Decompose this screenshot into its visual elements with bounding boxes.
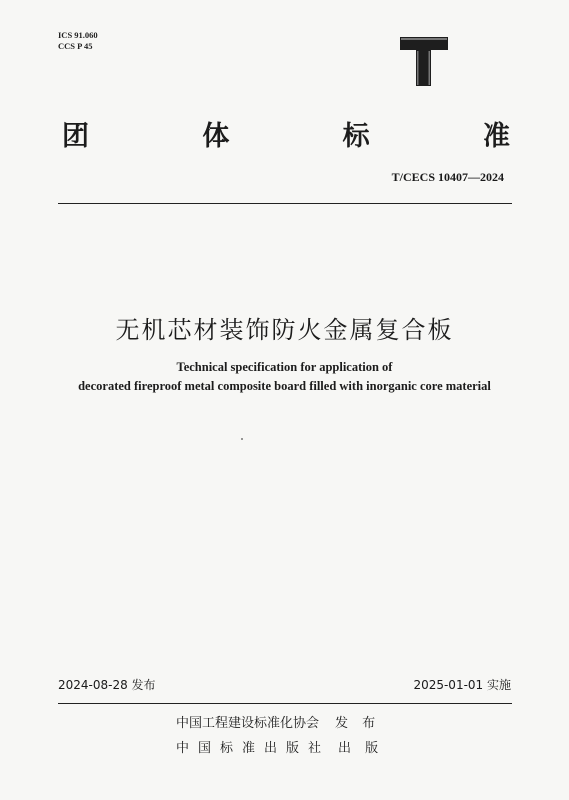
- document-title-english-line1: Technical specification for application of: [176, 360, 393, 374]
- standard-type-char: 准: [482, 121, 510, 152]
- document-title-chinese: 无机芯材装饰防火金属复合板: [115, 316, 454, 344]
- issue-date: 2024-08-28 发布: [58, 678, 156, 692]
- issuer-name: 中国工程建设标准化协会: [176, 716, 320, 731]
- publisher-action: 出 版: [338, 741, 384, 756]
- issuing-organization: [176, 712, 380, 731]
- document-title-english-line2: decorated fireproof metal composite board filled with inorganic core material: [78, 379, 491, 393]
- bottom-divider: [58, 703, 512, 704]
- ccs-code: CCS P 45: [58, 41, 93, 51]
- ics-code: ICS 91.060: [58, 30, 98, 40]
- issuer-action: 发 布: [335, 716, 381, 731]
- implementation-date: 2025-01-01 实施: [413, 678, 511, 692]
- standard-type-char: 团: [62, 121, 89, 152]
- group-standard-t-logo: [398, 35, 450, 87]
- publishing-house: [176, 737, 383, 756]
- publisher-name: 中国标准出版社: [176, 741, 331, 756]
- standard-type-heading: [62, 114, 510, 153]
- top-divider: [58, 203, 512, 204]
- standard-type-char: 体: [202, 121, 230, 152]
- standard-type-char: 标: [342, 121, 370, 152]
- standard-number: T/CECS 10407—2024: [391, 170, 504, 184]
- scan-speck: [241, 438, 243, 440]
- classification-codes: [58, 30, 98, 52]
